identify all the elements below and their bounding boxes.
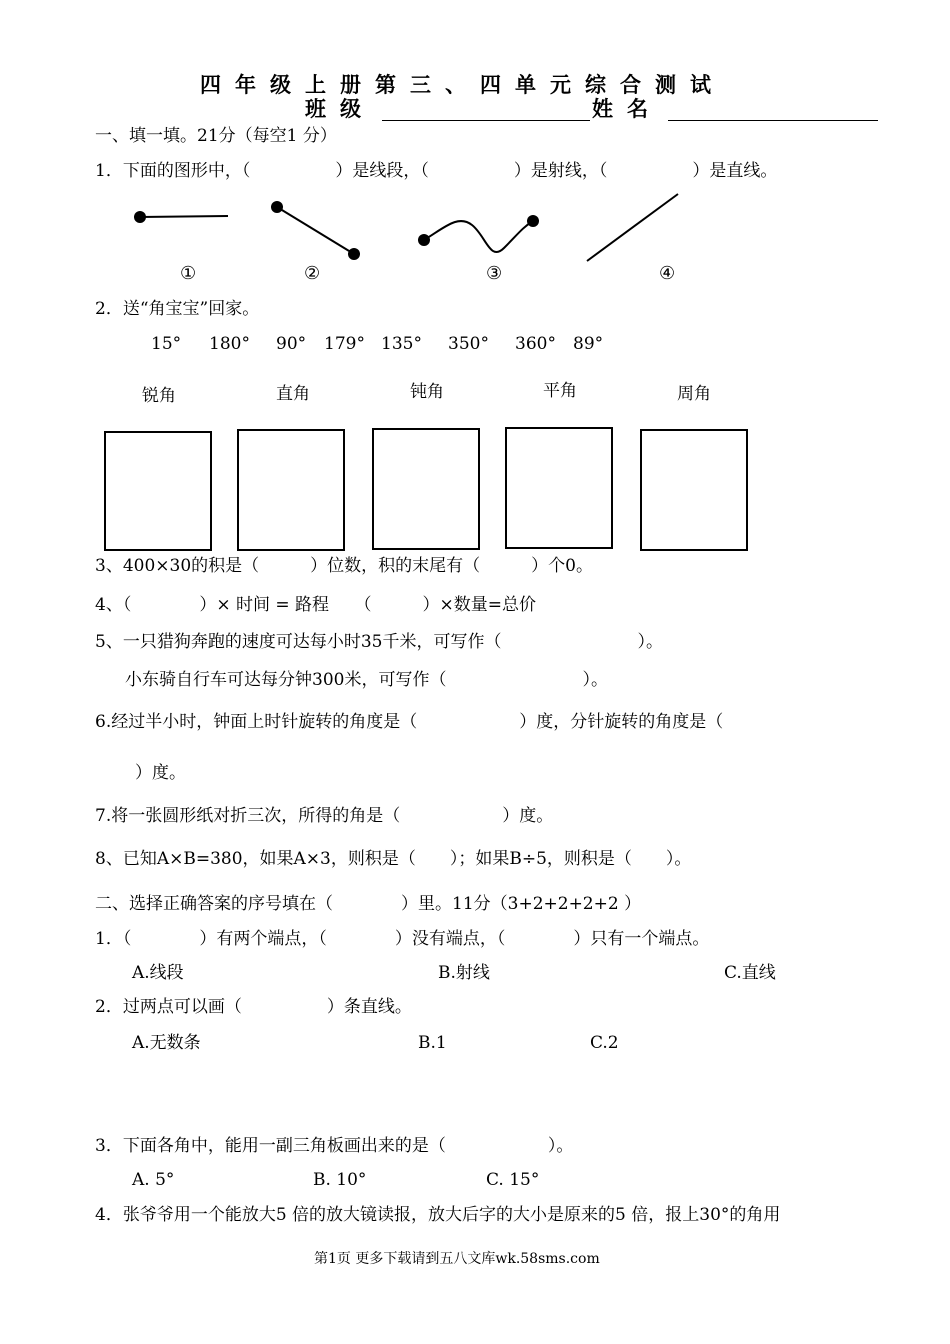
q2-4-text: 4．张爷爷用一个能放大5 倍的放大镜读报，放大后字的大小是原来的5 倍，报上30°的角用	[95, 1205, 781, 1225]
page-title: 四年级上册第三、四单元综合测试	[200, 73, 725, 97]
q2-1-option-a[interactable]: A.线段	[132, 963, 184, 983]
answer-box-right[interactable]	[237, 429, 345, 551]
angle-value[interactable]: 89°	[573, 334, 604, 354]
q1-3-text: 3、400×30的积是（ ）位数，积的末尾有（ ）个0。	[95, 556, 593, 576]
box-label-right: 直角	[276, 384, 310, 404]
q2-2-option-a[interactable]: A.无数条	[132, 1033, 201, 1053]
angle-value[interactable]: 360°	[515, 334, 556, 354]
q2-1-text: 1．（ ）有两个端点，（ ）没有端点，（ ）只有一个端点。	[95, 929, 710, 949]
name-label: 姓名	[592, 97, 662, 121]
answer-box-acute[interactable]	[104, 431, 212, 551]
q2-1-option-c[interactable]: C.直线	[724, 963, 776, 983]
angle-value[interactable]: 135°	[381, 334, 422, 354]
q1-5-text: 5、一只猎狗奔跑的速度可达每小时35千米，可写作（ ）。	[95, 632, 663, 652]
q1-1-text: 1．下面的图形中，（ ）是线段，（ ）是射线，（ ）是直线。	[95, 161, 778, 181]
figure-2-segment	[271, 201, 360, 260]
q2-3-option-b[interactable]: B. 10°	[313, 1170, 367, 1190]
page-footer: 第1页 更多下载请到五八文库wk.58sms.com	[314, 1251, 600, 1267]
box-label-straight: 平角	[543, 381, 577, 401]
angle-value[interactable]: 90°	[276, 334, 307, 354]
figure-label-1: ①	[180, 263, 197, 284]
figure-label-2: ②	[304, 263, 321, 284]
answer-box-obtuse[interactable]	[372, 428, 480, 550]
q1-6b-text: ）度。	[135, 763, 186, 783]
q1-6-text: 6.经过半小时，钟面上时针旋转的角度是（ ）度，分针旋转的角度是（	[95, 712, 724, 732]
figure-3-curve	[418, 215, 539, 252]
angle-value[interactable]: 15°	[151, 334, 182, 354]
box-label-acute: 锐角	[142, 386, 176, 406]
figure-label-4: ④	[659, 263, 676, 284]
q1-4-text: 4、（ ）× 时间 = 路程 （ ）×数量=总价	[95, 595, 537, 615]
q1-5b-text: 小东骑自行车可达每分钟300米，可写作（ ）。	[125, 670, 608, 690]
q2-2-option-b[interactable]: B.1	[418, 1033, 447, 1053]
angle-value[interactable]: 179°	[324, 334, 365, 354]
figure-1-segment	[134, 211, 228, 223]
answer-box-full[interactable]	[640, 429, 748, 551]
box-label-obtuse: 钝角	[410, 382, 444, 402]
q1-7-text: 7.将一张圆形纸对折三次，所得的角是（ ）度。	[95, 806, 554, 826]
q2-3-text: 3．下面各角中，能用一副三角板画出来的是（ ）。	[95, 1136, 574, 1156]
box-label-full: 周角	[677, 384, 711, 404]
q2-3-option-a[interactable]: A. 5°	[132, 1170, 175, 1190]
q2-1-option-b[interactable]: B.射线	[438, 963, 490, 983]
figure-label-3: ③	[486, 263, 503, 284]
q1-2-text: 2．送“角宝宝”回家。	[95, 299, 260, 319]
angle-value[interactable]: 350°	[448, 334, 489, 354]
section2-heading: 二、选择正确答案的序号填在（ ）里。11分（3+2+2+2+2 ）	[95, 894, 642, 914]
figure-4-line	[587, 194, 678, 261]
angle-value[interactable]: 180°	[209, 334, 250, 354]
class-label: 班级	[305, 97, 375, 121]
answer-box-straight[interactable]	[505, 427, 613, 549]
q2-2-option-c[interactable]: C.2	[590, 1033, 619, 1053]
section1-heading: 一、填一填。21分（每空1 分）	[95, 126, 337, 146]
q1-8-text: 8、已知A×B=380，如果A×3，则积是（ ）；如果B÷5，则积是（ ）。	[95, 849, 692, 869]
q2-3-option-c[interactable]: C. 15°	[486, 1170, 540, 1190]
q2-2-text: 2．过两点可以画（ ）条直线。	[95, 997, 412, 1017]
